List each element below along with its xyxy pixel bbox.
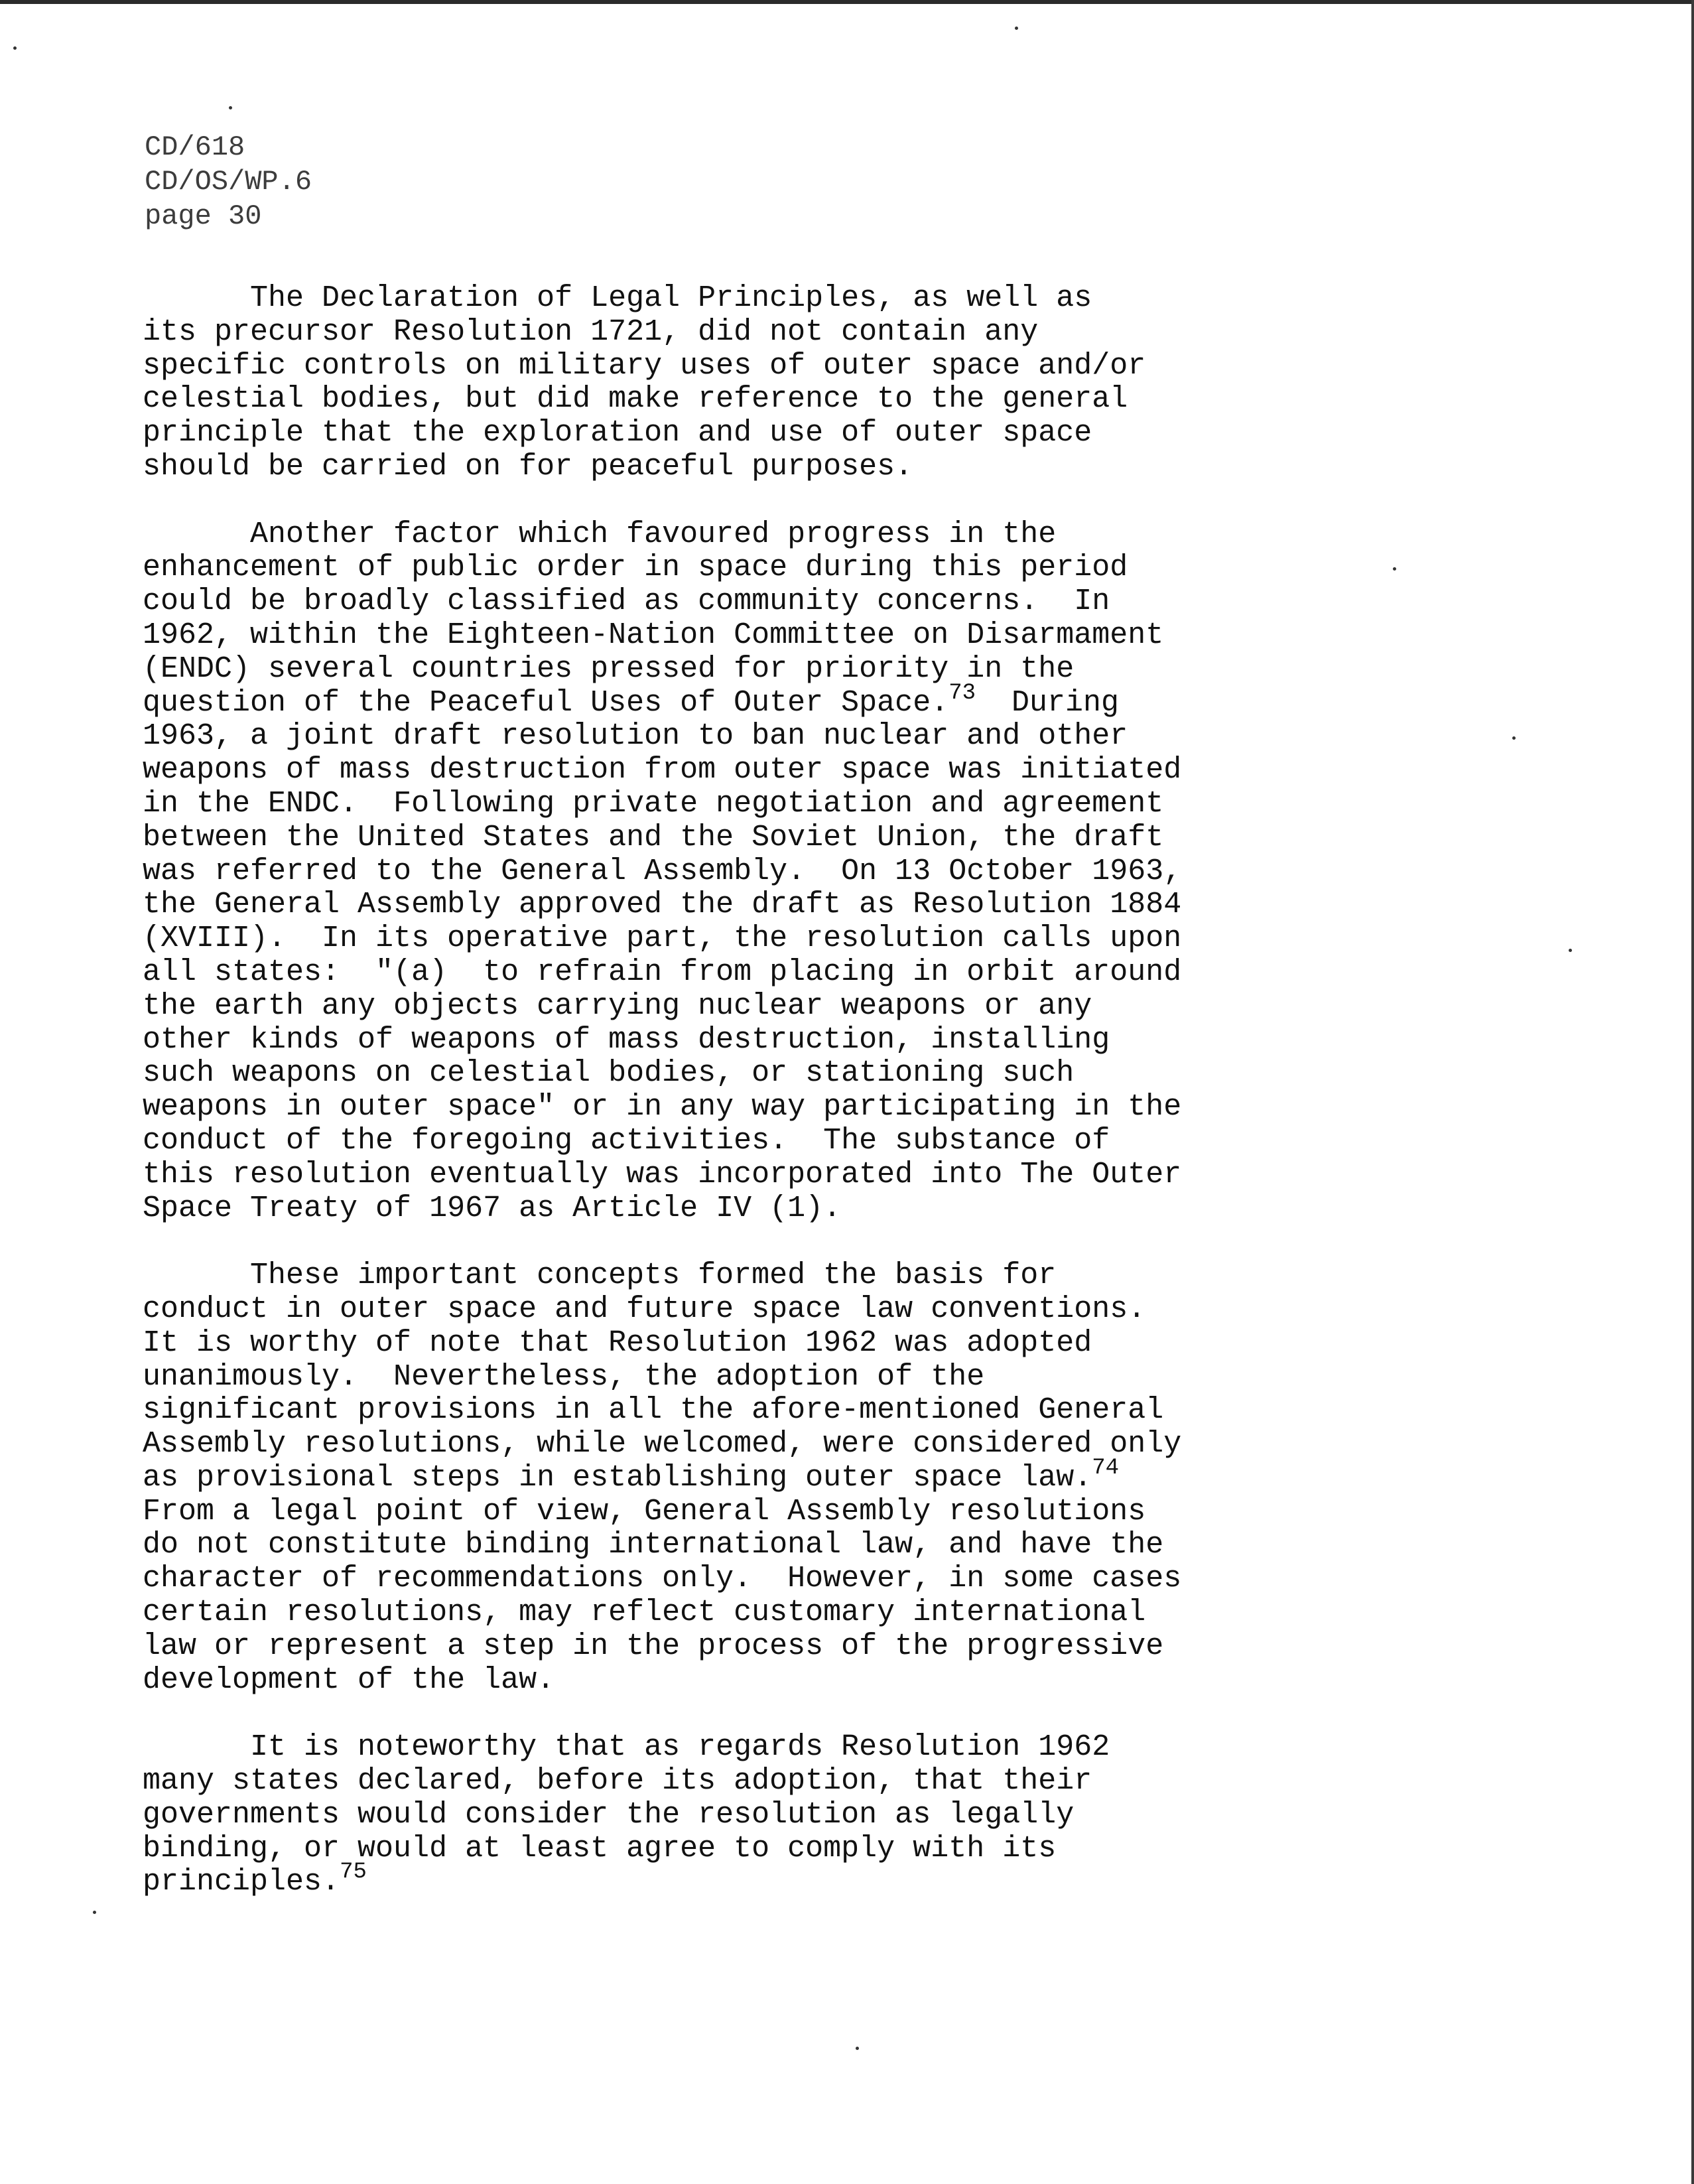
paragraph-line: could be broadly classified as community concerns. In <box>143 584 1110 619</box>
paragraph-line: From a legal point of view, General Assembly resolutions <box>143 1494 1146 1529</box>
scan-speck <box>13 46 17 50</box>
document-body <box>143 282 1336 1933</box>
line-text: question of the Peaceful Uses of Outer Space. <box>143 685 949 720</box>
paragraph-line: The Declaration of Legal Principles, as well as <box>143 281 1092 315</box>
page-number: page 30 <box>145 200 262 232</box>
paragraph-line-with-footnote <box>143 1860 1336 1899</box>
paragraph-line: specific controls on military uses of outer space and/or <box>143 348 1146 383</box>
scan-top-edge <box>0 0 1694 4</box>
document-header <box>145 130 312 234</box>
paragraph-3 <box>143 1259 1336 1697</box>
scan-speck <box>1569 949 1572 952</box>
paragraph-line: such weapons on celestial bodies, or stationing such <box>143 1056 1075 1091</box>
paragraph-line: character of recommendations only. However, in some cases <box>143 1562 1182 1596</box>
paragraph-line: Assembly resolutions, while welcomed, were considered only <box>143 1427 1182 1462</box>
footnote-ref-73: 73 <box>948 680 976 706</box>
paragraph-line: the earth any objects carrying nuclear weapons or any <box>143 989 1092 1023</box>
document-symbol: CD/618 <box>145 131 245 163</box>
paragraph-line: It is worthy of note that Resolution 1962 was adopted <box>143 1326 1092 1360</box>
paragraph-line: binding, or would at least agree to comply with its <box>143 1831 1057 1866</box>
paragraph-line: weapons in outer space" or in any way participating in the <box>143 1090 1182 1125</box>
paragraph-line: weapons of mass destruction from outer space was initiated <box>143 753 1182 787</box>
paragraph-line: was referred to the General Assembly. On 13 October 1963, <box>143 854 1182 888</box>
paragraph-line: law or represent a step in the process of the progressive <box>143 1629 1164 1663</box>
scan-speck <box>1393 567 1396 571</box>
paragraph-line: conduct of the foregoing activities. The substance of <box>143 1123 1110 1158</box>
paragraph-line: between the United States and the Soviet Union, the draft <box>143 820 1164 854</box>
paragraph-line: significant provisions in all the afore-mentioned General <box>143 1393 1164 1428</box>
line-text: principles. <box>143 1865 340 1899</box>
paragraph-line: the General Assembly approved the draft as Resolution 1884 <box>143 888 1182 922</box>
paragraph-line: enhancement of public order in space during this period <box>143 551 1128 585</box>
scan-speck <box>1512 736 1516 740</box>
paragraph-line: 1962, within the Eighteen-Nation Committee on Disarmament <box>143 618 1164 652</box>
footnote-ref-74: 74 <box>1092 1455 1120 1481</box>
paragraph-line: this resolution eventually was incorporated into The Outer <box>143 1157 1182 1192</box>
paragraph-line: development of the law. <box>143 1663 555 1697</box>
paragraph-line: These important concepts formed the basis for <box>143 1259 1057 1293</box>
paragraph-line: all states: "(a) to refrain from placing in orbit around <box>143 955 1182 989</box>
paragraph-line-with-footnote <box>143 680 1336 720</box>
paragraph-line: celestial bodies, but did make reference to the general <box>143 382 1128 417</box>
paragraph-line: governments would consider the resolution as legally <box>143 1797 1075 1832</box>
line-text: as provisional steps in establishing outer space law. <box>143 1460 1092 1495</box>
paragraph-line: 1963, a joint draft resolution to ban nuclear and other <box>143 719 1128 754</box>
working-paper-symbol: CD/OS/WP.6 <box>145 166 312 198</box>
paragraph-line: certain resolutions, may reflect customary international <box>143 1596 1146 1630</box>
line-text-continued: During <box>976 685 1120 720</box>
paragraph-4 <box>143 1731 1336 1899</box>
scan-speck <box>856 2047 859 2050</box>
paragraph-line: (ENDC) several countries pressed for priority in the <box>143 651 1075 686</box>
scan-speck <box>229 106 232 109</box>
paragraph-line: Space Treaty of 1967 as Article IV (1). <box>143 1191 842 1225</box>
paragraph-line: Another factor which favoured progress in the <box>143 517 1057 551</box>
scan-speck <box>93 1911 96 1914</box>
paragraph-1 <box>143 282 1336 484</box>
paragraph-line: unanimously. Nevertheless, the adoption of the <box>143 1359 985 1394</box>
paragraph-line: its precursor Resolution 1721, did not contain any <box>143 314 1039 349</box>
footnote-ref-75: 75 <box>340 1860 367 1885</box>
paragraph-line: should be carried on for peaceful purposes. <box>143 449 913 484</box>
paragraph-line: other kinds of weapons of mass destruction, installing <box>143 1022 1110 1057</box>
paragraph-line: many states declared, before its adoption, that their <box>143 1764 1092 1799</box>
paragraph-line: in the ENDC. Following private negotiation and agreement <box>143 786 1164 821</box>
paragraph-line: (XVIII). In its operative part, the resolution calls upon <box>143 921 1182 956</box>
paragraph-2 <box>143 518 1336 1226</box>
paragraph-line: do not constitute binding international law, and have the <box>143 1528 1164 1562</box>
paragraph-line-with-footnote <box>143 1455 1336 1495</box>
paragraph-line: It is noteworthy that as regards Resolution 1962 <box>143 1730 1110 1765</box>
paragraph-line: principle that the exploration and use of outer space <box>143 416 1092 450</box>
scan-right-edge <box>1691 0 1694 2184</box>
paragraph-line: conduct in outer space and future space law conventions. <box>143 1292 1146 1326</box>
scan-speck <box>1015 27 1018 30</box>
